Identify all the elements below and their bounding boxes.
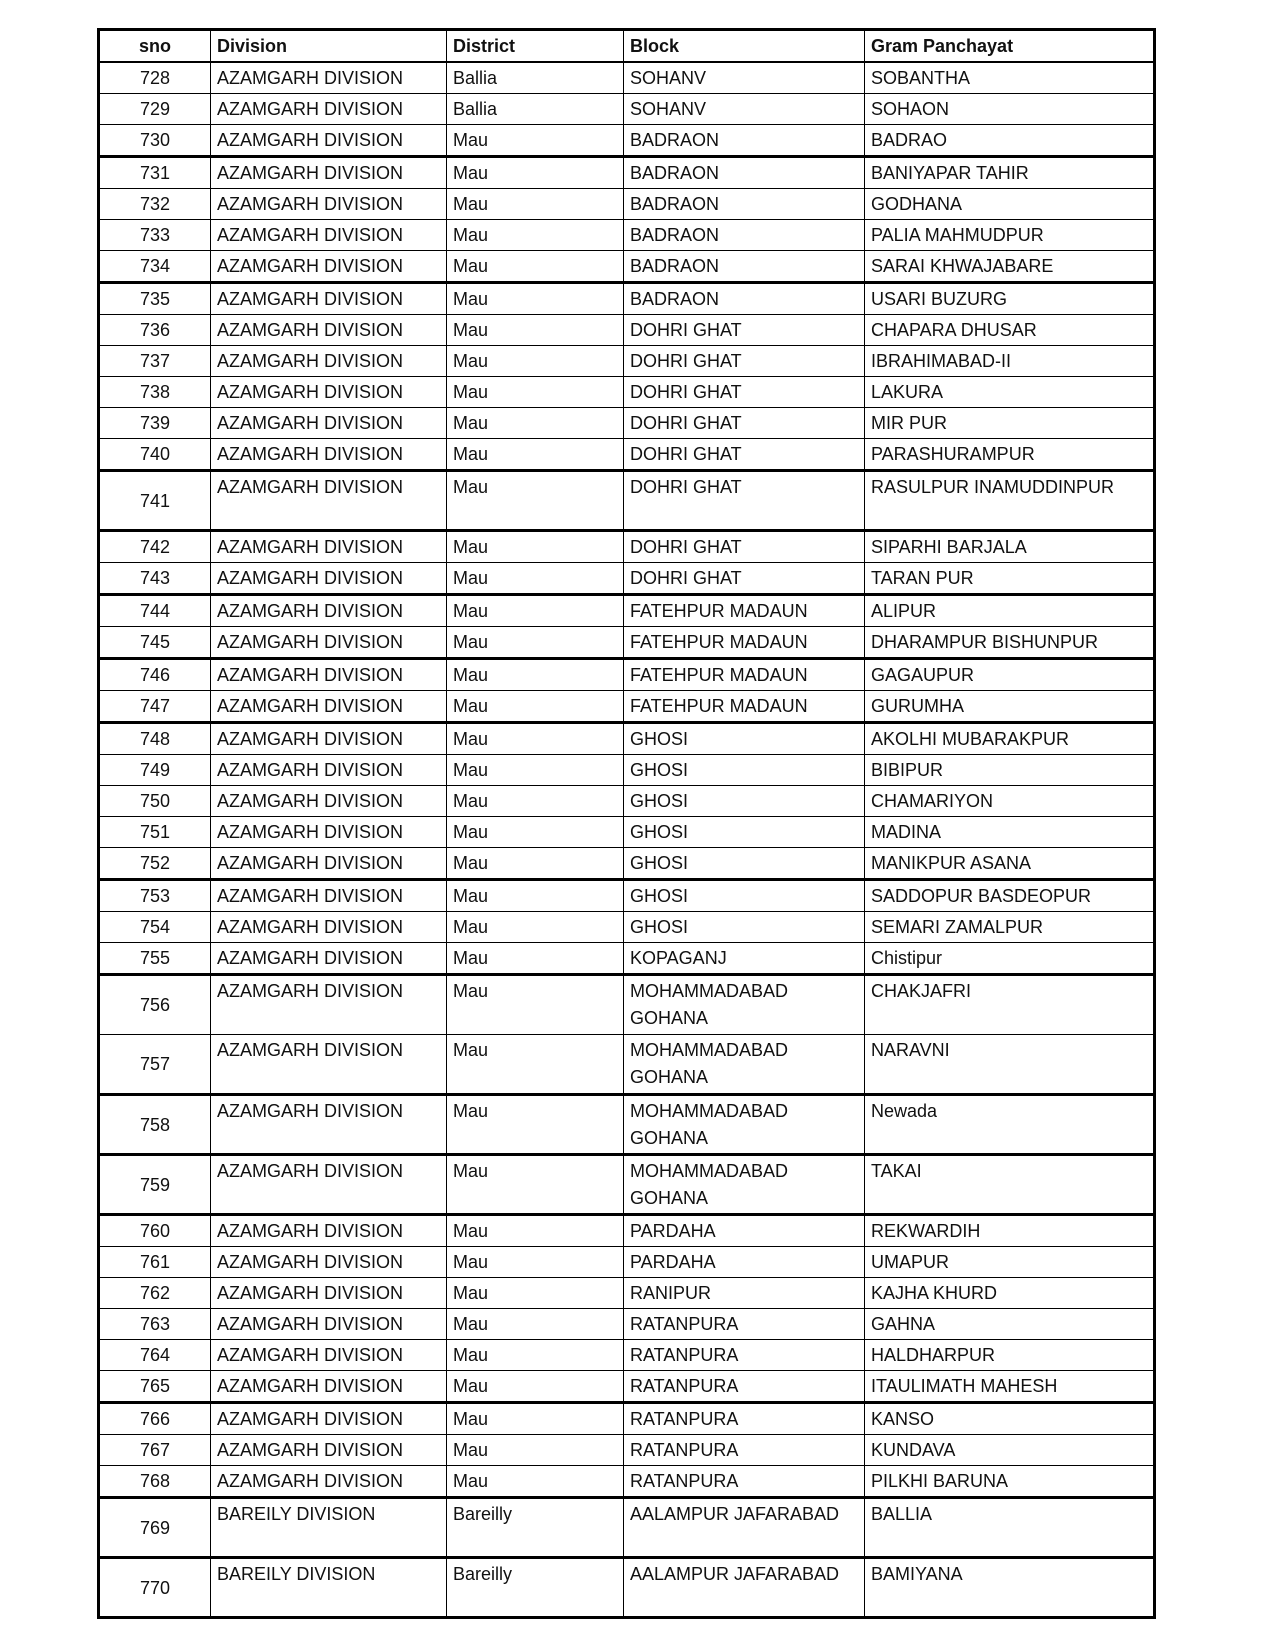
gram-panchayat-cell: KUNDAVA bbox=[865, 1435, 1155, 1466]
sno-cell: 768 bbox=[99, 1466, 211, 1498]
block-cell: DOHRI GHAT bbox=[624, 471, 865, 531]
table-row bbox=[99, 848, 1155, 880]
district-cell: Mau bbox=[447, 157, 624, 189]
block-cell: GHOSI bbox=[624, 880, 865, 912]
block-cell: RATANPURA bbox=[624, 1340, 865, 1371]
district-cell: Mau bbox=[447, 563, 624, 595]
district-cell: Mau bbox=[447, 817, 624, 848]
district-cell: Mau bbox=[447, 125, 624, 157]
block-cell: RATANPURA bbox=[624, 1435, 865, 1466]
division-cell: AZAMGARH DIVISION bbox=[211, 1371, 447, 1403]
district-cell: Mau bbox=[447, 755, 624, 786]
column-header-sno: sno bbox=[99, 30, 211, 63]
division-cell: AZAMGARH DIVISION bbox=[211, 1247, 447, 1278]
division-cell: AZAMGARH DIVISION bbox=[211, 471, 447, 531]
block-cell: RATANPURA bbox=[624, 1466, 865, 1498]
gram-panchayat-cell: UMAPUR bbox=[865, 1247, 1155, 1278]
table-row bbox=[99, 880, 1155, 912]
table-row bbox=[99, 691, 1155, 723]
gram-panchayat-cell: SARAI KHWAJABARE bbox=[865, 251, 1155, 283]
district-cell: Mau bbox=[447, 659, 624, 691]
sno-cell: 760 bbox=[99, 1215, 211, 1247]
division-cell: AZAMGARH DIVISION bbox=[211, 1403, 447, 1435]
sno-cell: 744 bbox=[99, 595, 211, 627]
gram-panchayat-cell: PILKHI BARUNA bbox=[865, 1466, 1155, 1498]
division-cell: AZAMGARH DIVISION bbox=[211, 1309, 447, 1340]
division-cell: AZAMGARH DIVISION bbox=[211, 1278, 447, 1309]
district-cell: Mau bbox=[447, 1155, 624, 1215]
division-cell: AZAMGARH DIVISION bbox=[211, 848, 447, 880]
district-cell: Ballia bbox=[447, 94, 624, 125]
sno-cell: 770 bbox=[99, 1558, 211, 1618]
block-cell: MOHAMMADABAD GOHANA bbox=[624, 1035, 865, 1095]
division-cell: AZAMGARH DIVISION bbox=[211, 817, 447, 848]
block-cell: BADRAON bbox=[624, 189, 865, 220]
gram-panchayat-cell: SOBANTHA bbox=[865, 62, 1155, 94]
table-row bbox=[99, 94, 1155, 125]
sno-cell: 763 bbox=[99, 1309, 211, 1340]
division-cell: AZAMGARH DIVISION bbox=[211, 659, 447, 691]
district-cell: Mau bbox=[447, 251, 624, 283]
block-cell: KOPAGANJ bbox=[624, 943, 865, 975]
division-cell: AZAMGARH DIVISION bbox=[211, 408, 447, 439]
sno-cell: 739 bbox=[99, 408, 211, 439]
division-cell: AZAMGARH DIVISION bbox=[211, 595, 447, 627]
block-cell: BADRAON bbox=[624, 220, 865, 251]
gram-panchayat-cell: RASULPUR INAMUDDINPUR bbox=[865, 471, 1155, 531]
sno-cell: 746 bbox=[99, 659, 211, 691]
district-cell: Mau bbox=[447, 1466, 624, 1498]
column-header-gram-panchayat: Gram Panchayat bbox=[865, 30, 1155, 63]
sno-cell: 740 bbox=[99, 439, 211, 471]
table-row bbox=[99, 595, 1155, 627]
gram-panchayat-cell: ALIPUR bbox=[865, 595, 1155, 627]
sno-cell: 728 bbox=[99, 62, 211, 94]
table-row bbox=[99, 408, 1155, 439]
division-cell: AZAMGARH DIVISION bbox=[211, 1435, 447, 1466]
table-row bbox=[99, 1309, 1155, 1340]
district-cell: Bareilly bbox=[447, 1558, 624, 1618]
block-cell: BADRAON bbox=[624, 251, 865, 283]
gram-panchayat-cell: GAHNA bbox=[865, 1309, 1155, 1340]
district-cell: Mau bbox=[447, 880, 624, 912]
division-cell: AZAMGARH DIVISION bbox=[211, 189, 447, 220]
sno-cell: 731 bbox=[99, 157, 211, 189]
column-header-district: District bbox=[447, 30, 624, 63]
division-cell: AZAMGARH DIVISION bbox=[211, 943, 447, 975]
gram-panchayat-cell: SIPARHI BARJALA bbox=[865, 531, 1155, 563]
district-cell: Mau bbox=[447, 1371, 624, 1403]
table-row bbox=[99, 377, 1155, 408]
table-row bbox=[99, 912, 1155, 943]
division-cell: AZAMGARH DIVISION bbox=[211, 755, 447, 786]
division-cell: AZAMGARH DIVISION bbox=[211, 315, 447, 346]
district-cell: Mau bbox=[447, 1035, 624, 1095]
block-cell: MOHAMMADABAD GOHANA bbox=[624, 975, 865, 1035]
sno-cell: 737 bbox=[99, 346, 211, 377]
division-cell: AZAMGARH DIVISION bbox=[211, 880, 447, 912]
block-cell: DOHRI GHAT bbox=[624, 408, 865, 439]
gram-panchayat-cell: KAJHA KHURD bbox=[865, 1278, 1155, 1309]
district-cell: Mau bbox=[447, 912, 624, 943]
block-cell: BADRAON bbox=[624, 283, 865, 315]
district-cell: Mau bbox=[447, 346, 624, 377]
sno-cell: 736 bbox=[99, 315, 211, 346]
block-cell: DOHRI GHAT bbox=[624, 439, 865, 471]
block-cell: DOHRI GHAT bbox=[624, 377, 865, 408]
block-cell: FATEHPUR MADAUN bbox=[624, 691, 865, 723]
sno-cell: 738 bbox=[99, 377, 211, 408]
table-row bbox=[99, 1435, 1155, 1466]
gram-panchayat-cell: TAKAI bbox=[865, 1155, 1155, 1215]
block-cell: RATANPURA bbox=[624, 1371, 865, 1403]
gram-panchayat-cell: SOHAON bbox=[865, 94, 1155, 125]
division-cell: BAREILY DIVISION bbox=[211, 1498, 447, 1558]
district-cell: Ballia bbox=[447, 62, 624, 94]
sno-cell: 755 bbox=[99, 943, 211, 975]
table-row bbox=[99, 1340, 1155, 1371]
table-row bbox=[99, 755, 1155, 786]
gram-panchayat-cell: MIR PUR bbox=[865, 408, 1155, 439]
division-cell: AZAMGARH DIVISION bbox=[211, 691, 447, 723]
division-cell: AZAMGARH DIVISION bbox=[211, 220, 447, 251]
district-cell: Mau bbox=[447, 723, 624, 755]
sno-cell: 766 bbox=[99, 1403, 211, 1435]
sno-cell: 762 bbox=[99, 1278, 211, 1309]
gram-panchayat-cell: BANIYAPAR TAHIR bbox=[865, 157, 1155, 189]
district-cell: Mau bbox=[447, 220, 624, 251]
block-cell: SOHANV bbox=[624, 94, 865, 125]
table-header bbox=[99, 30, 1155, 63]
table-row bbox=[99, 1155, 1155, 1215]
division-cell: AZAMGARH DIVISION bbox=[211, 1466, 447, 1498]
table-row bbox=[99, 1466, 1155, 1498]
gram-panchayat-cell: PALIA MAHMUDPUR bbox=[865, 220, 1155, 251]
gram-panchayat-cell: SADDOPUR BASDEOPUR bbox=[865, 880, 1155, 912]
district-cell: Mau bbox=[447, 1403, 624, 1435]
block-cell: AALAMPUR JAFARABAD bbox=[624, 1558, 865, 1618]
table-row bbox=[99, 1558, 1155, 1618]
sno-cell: 754 bbox=[99, 912, 211, 943]
division-cell: AZAMGARH DIVISION bbox=[211, 786, 447, 817]
gram-panchayat-cell: GODHANA bbox=[865, 189, 1155, 220]
sno-cell: 757 bbox=[99, 1035, 211, 1095]
division-cell: AZAMGARH DIVISION bbox=[211, 1035, 447, 1095]
gram-panchayat-cell: MADINA bbox=[865, 817, 1155, 848]
table-row bbox=[99, 786, 1155, 817]
district-cell: Mau bbox=[447, 408, 624, 439]
district-cell: Mau bbox=[447, 377, 624, 408]
district-cell: Bareilly bbox=[447, 1498, 624, 1558]
sno-cell: 758 bbox=[99, 1095, 211, 1155]
gram-panchayat-cell: BALLIA bbox=[865, 1498, 1155, 1558]
sno-cell: 753 bbox=[99, 880, 211, 912]
gram-panchayat-cell: DHARAMPUR BISHUNPUR bbox=[865, 627, 1155, 659]
district-cell: Mau bbox=[447, 1278, 624, 1309]
block-cell: SOHANV bbox=[624, 62, 865, 94]
sno-cell: 747 bbox=[99, 691, 211, 723]
table-row bbox=[99, 1035, 1155, 1095]
gram-panchayat-cell: AKOLHI MUBARAKPUR bbox=[865, 723, 1155, 755]
table-row bbox=[99, 315, 1155, 346]
block-cell: GHOSI bbox=[624, 848, 865, 880]
district-cell: Mau bbox=[447, 315, 624, 346]
block-cell: GHOSI bbox=[624, 912, 865, 943]
block-cell: PARDAHA bbox=[624, 1247, 865, 1278]
division-cell: AZAMGARH DIVISION bbox=[211, 283, 447, 315]
block-cell: DOHRI GHAT bbox=[624, 563, 865, 595]
block-cell: MOHAMMADABAD GOHANA bbox=[624, 1095, 865, 1155]
sno-cell: 767 bbox=[99, 1435, 211, 1466]
table-row bbox=[99, 659, 1155, 691]
table-row bbox=[99, 723, 1155, 755]
district-cell: Mau bbox=[447, 531, 624, 563]
block-cell: PARDAHA bbox=[624, 1215, 865, 1247]
division-cell: AZAMGARH DIVISION bbox=[211, 94, 447, 125]
gram-panchayat-cell: GURUMHA bbox=[865, 691, 1155, 723]
sno-cell: 764 bbox=[99, 1340, 211, 1371]
block-cell: BADRAON bbox=[624, 157, 865, 189]
gram-panchayat-cell: MANIKPUR ASANA bbox=[865, 848, 1155, 880]
sno-cell: 729 bbox=[99, 94, 211, 125]
division-cell: AZAMGARH DIVISION bbox=[211, 531, 447, 563]
division-cell: AZAMGARH DIVISION bbox=[211, 975, 447, 1035]
division-cell: AZAMGARH DIVISION bbox=[211, 251, 447, 283]
sno-cell: 765 bbox=[99, 1371, 211, 1403]
gram-panchayat-cell: NARAVNI bbox=[865, 1035, 1155, 1095]
block-cell: FATEHPUR MADAUN bbox=[624, 659, 865, 691]
sno-cell: 741 bbox=[99, 471, 211, 531]
district-cell: Mau bbox=[447, 595, 624, 627]
gram-panchayat-cell: IBRAHIMABAD-II bbox=[865, 346, 1155, 377]
block-cell: DOHRI GHAT bbox=[624, 315, 865, 346]
gram-panchayat-cell: BAMIYANA bbox=[865, 1558, 1155, 1618]
table-row bbox=[99, 157, 1155, 189]
table-row bbox=[99, 439, 1155, 471]
block-cell: FATEHPUR MADAUN bbox=[624, 627, 865, 659]
block-cell: DOHRI GHAT bbox=[624, 531, 865, 563]
gram-panchayat-table bbox=[97, 28, 1156, 1619]
gram-panchayat-cell: BIBIPUR bbox=[865, 755, 1155, 786]
district-cell: Mau bbox=[447, 848, 624, 880]
table-row bbox=[99, 1403, 1155, 1435]
block-cell: FATEHPUR MADAUN bbox=[624, 595, 865, 627]
district-cell: Mau bbox=[447, 1095, 624, 1155]
sno-cell: 743 bbox=[99, 563, 211, 595]
sno-cell: 733 bbox=[99, 220, 211, 251]
block-cell: GHOSI bbox=[624, 817, 865, 848]
sno-cell: 730 bbox=[99, 125, 211, 157]
gram-panchayat-cell: PARASHURAMPUR bbox=[865, 439, 1155, 471]
gram-panchayat-cell: REKWARDIH bbox=[865, 1215, 1155, 1247]
district-cell: Mau bbox=[447, 1340, 624, 1371]
gram-panchayat-cell: GAGAUPUR bbox=[865, 659, 1155, 691]
gram-panchayat-cell: Newada bbox=[865, 1095, 1155, 1155]
sno-cell: 756 bbox=[99, 975, 211, 1035]
gram-panchayat-cell: USARI BUZURG bbox=[865, 283, 1155, 315]
table-row bbox=[99, 943, 1155, 975]
division-cell: AZAMGARH DIVISION bbox=[211, 377, 447, 408]
sno-cell: 759 bbox=[99, 1155, 211, 1215]
block-cell: RANIPUR bbox=[624, 1278, 865, 1309]
gram-panchayat-cell: LAKURA bbox=[865, 377, 1155, 408]
gram-panchayat-cell: ITAULIMATH MAHESH bbox=[865, 1371, 1155, 1403]
block-cell: BADRAON bbox=[624, 125, 865, 157]
sno-cell: 769 bbox=[99, 1498, 211, 1558]
table-row bbox=[99, 1498, 1155, 1558]
division-cell: AZAMGARH DIVISION bbox=[211, 62, 447, 94]
gram-panchayat-cell: Chistipur bbox=[865, 943, 1155, 975]
table-row bbox=[99, 817, 1155, 848]
district-cell: Mau bbox=[447, 1247, 624, 1278]
gram-panchayat-cell: TARAN PUR bbox=[865, 563, 1155, 595]
table-row bbox=[99, 189, 1155, 220]
division-cell: AZAMGARH DIVISION bbox=[211, 1095, 447, 1155]
table-row bbox=[99, 1095, 1155, 1155]
sno-cell: 748 bbox=[99, 723, 211, 755]
table-header-row bbox=[99, 30, 1155, 63]
sno-cell: 732 bbox=[99, 189, 211, 220]
gram-panchayat-cell: CHAKJAFRI bbox=[865, 975, 1155, 1035]
gram-panchayat-cell: KANSO bbox=[865, 1403, 1155, 1435]
block-cell: RATANPURA bbox=[624, 1309, 865, 1340]
division-cell: AZAMGARH DIVISION bbox=[211, 439, 447, 471]
table-row bbox=[99, 125, 1155, 157]
column-header-block: Block bbox=[624, 30, 865, 63]
district-cell: Mau bbox=[447, 439, 624, 471]
gram-panchayat-cell: CHAMARIYON bbox=[865, 786, 1155, 817]
table-row bbox=[99, 563, 1155, 595]
district-cell: Mau bbox=[447, 1309, 624, 1340]
table-body bbox=[99, 62, 1155, 1618]
table-row bbox=[99, 1247, 1155, 1278]
table-row bbox=[99, 346, 1155, 377]
division-cell: AZAMGARH DIVISION bbox=[211, 563, 447, 595]
district-cell: Mau bbox=[447, 283, 624, 315]
table-row bbox=[99, 1278, 1155, 1309]
table-row bbox=[99, 62, 1155, 94]
sno-cell: 742 bbox=[99, 531, 211, 563]
sno-cell: 761 bbox=[99, 1247, 211, 1278]
block-cell: AALAMPUR JAFARABAD bbox=[624, 1498, 865, 1558]
division-cell: AZAMGARH DIVISION bbox=[211, 1215, 447, 1247]
division-cell: AZAMGARH DIVISION bbox=[211, 125, 447, 157]
district-cell: Mau bbox=[447, 786, 624, 817]
gram-panchayat-cell: CHAPARA DHUSAR bbox=[865, 315, 1155, 346]
sno-cell: 750 bbox=[99, 786, 211, 817]
district-cell: Mau bbox=[447, 975, 624, 1035]
table-row bbox=[99, 471, 1155, 531]
division-cell: AZAMGARH DIVISION bbox=[211, 627, 447, 659]
table-row bbox=[99, 283, 1155, 315]
division-cell: AZAMGARH DIVISION bbox=[211, 1340, 447, 1371]
sno-cell: 752 bbox=[99, 848, 211, 880]
block-cell: MOHAMMADABAD GOHANA bbox=[624, 1155, 865, 1215]
division-cell: AZAMGARH DIVISION bbox=[211, 157, 447, 189]
division-cell: AZAMGARH DIVISION bbox=[211, 723, 447, 755]
table-row bbox=[99, 627, 1155, 659]
table-row bbox=[99, 531, 1155, 563]
district-cell: Mau bbox=[447, 1435, 624, 1466]
sno-cell: 735 bbox=[99, 283, 211, 315]
column-header-division: Division bbox=[211, 30, 447, 63]
district-cell: Mau bbox=[447, 691, 624, 723]
table-row bbox=[99, 251, 1155, 283]
block-cell: GHOSI bbox=[624, 755, 865, 786]
block-cell: GHOSI bbox=[624, 723, 865, 755]
division-cell: AZAMGARH DIVISION bbox=[211, 1155, 447, 1215]
division-cell: AZAMGARH DIVISION bbox=[211, 346, 447, 377]
table-row bbox=[99, 975, 1155, 1035]
gram-panchayat-cell: BADRAO bbox=[865, 125, 1155, 157]
division-cell: AZAMGARH DIVISION bbox=[211, 912, 447, 943]
block-cell: RATANPURA bbox=[624, 1403, 865, 1435]
block-cell: GHOSI bbox=[624, 786, 865, 817]
sno-cell: 749 bbox=[99, 755, 211, 786]
district-cell: Mau bbox=[447, 471, 624, 531]
district-cell: Mau bbox=[447, 943, 624, 975]
sno-cell: 734 bbox=[99, 251, 211, 283]
district-cell: Mau bbox=[447, 189, 624, 220]
sno-cell: 745 bbox=[99, 627, 211, 659]
gram-panchayat-cell: SEMARI ZAMALPUR bbox=[865, 912, 1155, 943]
table-row bbox=[99, 220, 1155, 251]
district-cell: Mau bbox=[447, 627, 624, 659]
table-row bbox=[99, 1371, 1155, 1403]
block-cell: DOHRI GHAT bbox=[624, 346, 865, 377]
sno-cell: 751 bbox=[99, 817, 211, 848]
division-cell: BAREILY DIVISION bbox=[211, 1558, 447, 1618]
table-row bbox=[99, 1215, 1155, 1247]
district-cell: Mau bbox=[447, 1215, 624, 1247]
gram-panchayat-cell: HALDHARPUR bbox=[865, 1340, 1155, 1371]
